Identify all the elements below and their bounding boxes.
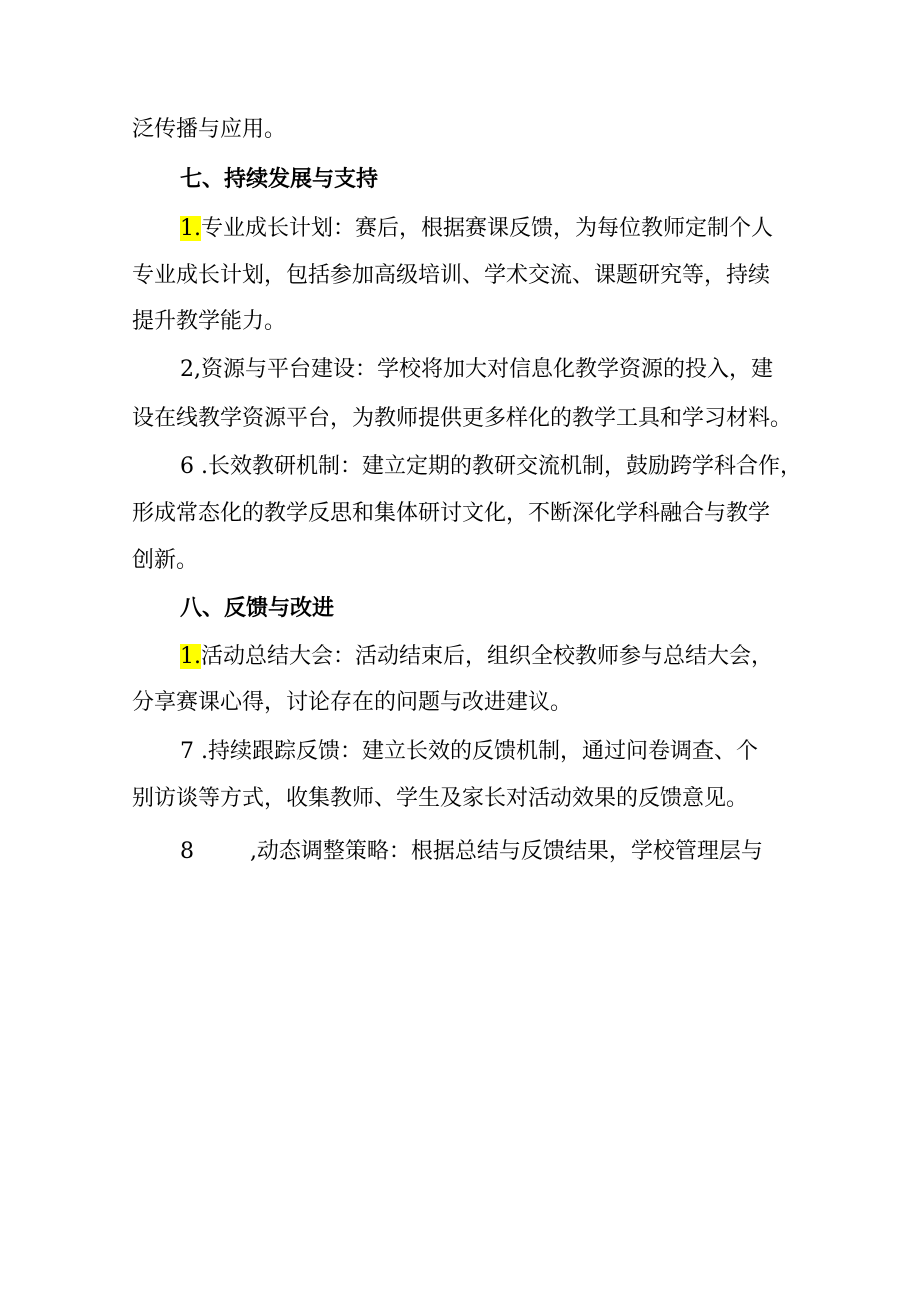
paragraph-line: 泛传播与应用。	[132, 117, 287, 142]
paragraph-line: 提升教学能力。	[132, 309, 287, 334]
paragraph-text: 活动总结大会：活动结束后，组织全校教师参与总结大会，	[201, 644, 774, 669]
section-heading-7: 七、持续发展与支持	[180, 167, 379, 192]
paragraph-line: 设在线教学资源平台，为教师提供更多样化的教学工具和学习材料。	[132, 406, 793, 431]
highlighted-number: 1.	[180, 216, 201, 241]
paragraph-line: 形成常态化的教学反思和集体研讨文化，不断深化学科融合与教学	[132, 501, 771, 526]
paragraph-line: 分享赛课心得，讨论存在的问题与改进建议。	[132, 690, 573, 715]
paragraph-line: 专业成长计划，包括参加高级培训、学术交流、课题研究等，持续	[132, 263, 771, 288]
paragraph-line	[180, 633, 773, 680]
paragraph-text: 专业成长计划：赛后，根据赛课反馈，为每位教师定制个人	[201, 216, 774, 241]
highlighted-number: 1.	[180, 644, 201, 669]
paragraph-line: 7 .持续跟踪反馈：建立长效的反馈机制，通过问卷调查、个	[180, 739, 758, 764]
paragraph-line: 6 .长效教研机制：建立定期的教研交流机制，鼓励跨学科合作，	[180, 454, 802, 479]
paragraph-line: 8 ,动态调整策略：根据总结与反馈结果，学校管理层与	[180, 839, 763, 864]
paragraph-line: 2,资源与平台建设：学校将加大对信息化教学资源的投入，建	[180, 357, 773, 382]
paragraph-line: 创新。	[132, 548, 199, 573]
section-heading-8: 八、反馈与改进	[180, 596, 335, 621]
paragraph-line: 别访谈等方式，收集教师、学生及家长对活动效果的反馈意见。	[132, 786, 749, 811]
paragraph-line	[180, 205, 773, 252]
